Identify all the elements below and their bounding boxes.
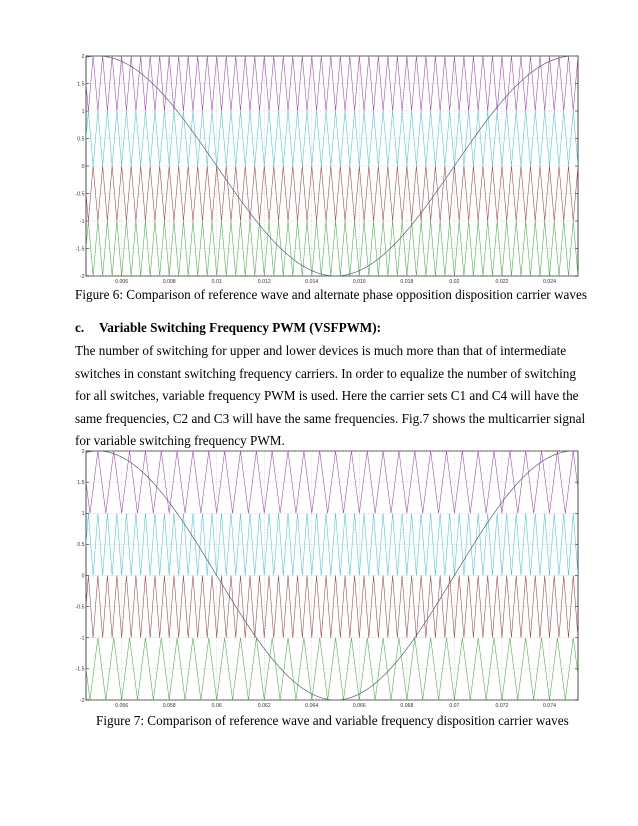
x-tick-label: 0.014 [305,279,319,285]
x-tick-label: 0.06 [211,703,222,709]
y-tick-label: -2 [79,273,85,280]
x-tick-label: 0.068 [400,703,414,709]
x-tick-label: 0.018 [400,279,414,285]
y-tick-label: 0.5 [77,542,85,549]
x-tick-label: 0.072 [495,703,509,709]
x-tick-label: 0.062 [257,703,271,709]
x-tick-label: 0.006 [115,279,129,285]
y-tick-label: -1 [79,218,85,225]
y-tick-label: 0 [81,163,85,170]
x-tick-label: 0.066 [352,703,366,709]
y-tick-label: 1 [81,108,85,115]
x-tick-label: 0.064 [305,703,319,709]
x-tick-label: 0.016 [352,279,366,285]
x-tick-label: 0.022 [495,279,509,285]
figure-7-plot [74,449,582,712]
y-tick-label: 0 [81,573,85,580]
y-tick-label: -0.5 [75,604,85,611]
paragraph-line: switches in constant switching frequency carriers. In order to equalize the number of switching [75,365,576,381]
paragraph-line: The number of switching for upper and lower devices is much more than that of intermediate [75,343,567,358]
x-tick-label: 0.07 [449,703,460,709]
section-paragraph [75,340,586,453]
y-tick-label: -1.5 [75,246,85,253]
paragraph-line: same frequencies, C2 and C3 will have the same frequencies. Fig.7 shows the multicarrier signal [75,410,586,426]
y-tick-label: 1 [81,511,85,518]
x-tick-label: 0.02 [449,279,460,285]
section-heading [75,320,381,336]
paragraph-line: for all switches, variable frequency PWM is used. Here the carrier sets C1 and C4 will have the [75,388,579,403]
x-tick-label: 0.056 [115,703,129,709]
x-tick-label: 0.01 [211,279,222,285]
y-tick-label: 0.5 [77,136,85,143]
y-tick-label: -0.5 [75,191,85,198]
y-tick-label: -2 [79,697,85,704]
y-tick-label: 1.5 [77,479,85,486]
figure-6-plot [74,54,582,288]
x-tick-label: 0.024 [542,279,556,285]
y-tick-label: -1.5 [75,666,85,673]
y-tick-label: 2 [81,53,85,60]
y-tick-label: 2 [81,448,85,455]
figure-7-caption: Figure 7: Comparison of reference wave and variable frequency disposition carrier waves [96,713,569,728]
section-title: Variable Switching Frequency PWM (VSFPWM): [99,320,382,335]
paragraph-line: for variable switching frequency PWM. [75,433,285,448]
figure-7-chart [74,449,582,712]
x-tick-label: 0.074 [542,703,556,709]
figure-6-chart [74,54,582,288]
x-tick-label: 0.058 [162,703,176,709]
y-tick-label: -1 [79,635,85,642]
x-tick-label: 0.012 [257,279,271,285]
x-tick-label: 0.008 [162,279,176,285]
y-tick-label: 1.5 [77,81,85,88]
section-number: c. [75,320,85,335]
figure-6-caption: Figure 6: Comparison of reference wave and alternate phase opposition disposition carrier waves [75,287,587,302]
